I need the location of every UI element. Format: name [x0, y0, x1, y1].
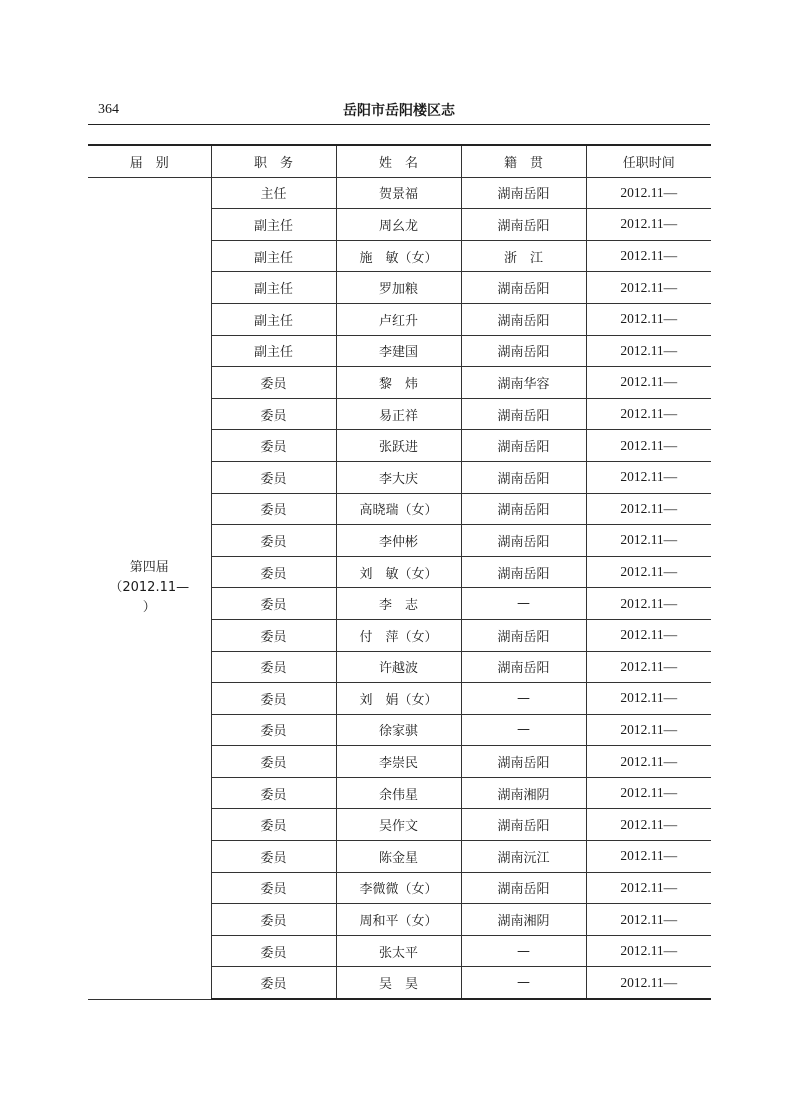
date-cell: 2012.11—: [586, 556, 711, 588]
post-cell: 委员: [211, 493, 336, 525]
name-cell: 周和平（女）: [336, 904, 461, 936]
post-cell: 委员: [211, 588, 336, 620]
origin-cell: —: [461, 683, 586, 715]
post-cell: 委员: [211, 746, 336, 778]
column-header-date: 任职时间: [586, 145, 711, 177]
name-cell: 刘 敏（女）: [336, 556, 461, 588]
book-title: 岳阳市岳阳楼区志: [343, 103, 455, 119]
page-number: 364: [98, 102, 119, 117]
post-cell: 主任: [211, 177, 336, 209]
date-cell: 2012.11—: [586, 619, 711, 651]
post-cell: 委员: [211, 777, 336, 809]
post-cell: 副主任: [211, 303, 336, 335]
name-cell: 徐家骐: [336, 714, 461, 746]
name-cell: 高晓瑞（女）: [336, 493, 461, 525]
origin-cell: 湖南湘阴: [461, 777, 586, 809]
origin-cell: —: [461, 714, 586, 746]
post-cell: 副主任: [211, 335, 336, 367]
date-cell: 2012.11—: [586, 430, 711, 462]
post-cell: 副主任: [211, 272, 336, 304]
name-cell: 张跃进: [336, 430, 461, 462]
name-cell: 易正祥: [336, 398, 461, 430]
name-cell: 施 敏（女）: [336, 240, 461, 272]
date-cell: 2012.11—: [586, 904, 711, 936]
roster-body: [88, 177, 711, 999]
page-header: [88, 98, 710, 124]
post-cell: 委员: [211, 683, 336, 715]
origin-cell: 湖南岳阳: [461, 398, 586, 430]
origin-cell: 湖南岳阳: [461, 525, 586, 557]
name-cell: 李崇民: [336, 746, 461, 778]
date-cell: 2012.11—: [586, 809, 711, 841]
name-cell: 卢红升: [336, 303, 461, 335]
date-cell: 2012.11—: [586, 746, 711, 778]
origin-cell: 湖南岳阳: [461, 872, 586, 904]
term-period-open: （2012.11—: [109, 580, 190, 596]
term-cell: [88, 177, 211, 999]
name-cell: 张太平: [336, 935, 461, 967]
name-cell: 周幺龙: [336, 209, 461, 241]
date-cell: 2012.11—: [586, 714, 711, 746]
name-cell: 李大庆: [336, 461, 461, 493]
origin-cell: 湖南岳阳: [461, 430, 586, 462]
date-cell: 2012.11—: [586, 651, 711, 683]
name-cell: 贺景福: [336, 177, 461, 209]
origin-cell: —: [461, 588, 586, 620]
origin-cell: 湖南岳阳: [461, 209, 586, 241]
post-cell: 副主任: [211, 240, 336, 272]
origin-cell: —: [461, 967, 586, 999]
origin-cell: 湖南岳阳: [461, 335, 586, 367]
post-cell: 委员: [211, 841, 336, 873]
date-cell: 2012.11—: [586, 209, 711, 241]
name-cell: 付 萍（女）: [336, 619, 461, 651]
origin-cell: —: [461, 935, 586, 967]
date-cell: 2012.11—: [586, 240, 711, 272]
post-cell: 委员: [211, 872, 336, 904]
name-cell: 李微微（女）: [336, 872, 461, 904]
post-cell: 委员: [211, 809, 336, 841]
post-cell: 副主任: [211, 209, 336, 241]
date-cell: 2012.11—: [586, 967, 711, 999]
name-cell: 吴作文: [336, 809, 461, 841]
date-cell: 2012.11—: [586, 398, 711, 430]
post-cell: 委员: [211, 367, 336, 399]
roster-table: [88, 144, 711, 1000]
name-cell: 李仲彬: [336, 525, 461, 557]
name-cell: 黎 炜: [336, 367, 461, 399]
name-cell: 陈金星: [336, 841, 461, 873]
date-cell: 2012.11—: [586, 935, 711, 967]
origin-cell: 湖南岳阳: [461, 461, 586, 493]
origin-cell: 湖南岳阳: [461, 493, 586, 525]
name-cell: 李 志: [336, 588, 461, 620]
column-header-term: 届 别: [88, 145, 211, 177]
column-header-post: 职 务: [211, 145, 336, 177]
date-cell: 2012.11—: [586, 272, 711, 304]
origin-cell: 湖南华容: [461, 367, 586, 399]
date-cell: 2012.11—: [586, 872, 711, 904]
header-rule: [88, 124, 710, 125]
date-cell: 2012.11—: [586, 841, 711, 873]
post-cell: 委员: [211, 556, 336, 588]
post-cell: 委员: [211, 651, 336, 683]
date-cell: 2012.11—: [586, 777, 711, 809]
post-cell: 委员: [211, 525, 336, 557]
date-cell: 2012.11—: [586, 493, 711, 525]
date-cell: 2012.11—: [586, 683, 711, 715]
name-cell: 罗加粮: [336, 272, 461, 304]
name-cell: 刘 娟（女）: [336, 683, 461, 715]
post-cell: 委员: [211, 461, 336, 493]
date-cell: 2012.11—: [586, 367, 711, 399]
term-name: 第四届: [129, 560, 169, 576]
column-header-name: 姓 名: [336, 145, 461, 177]
post-cell: 委员: [211, 967, 336, 999]
date-cell: 2012.11—: [586, 525, 711, 557]
origin-cell: 湖南岳阳: [461, 651, 586, 683]
date-cell: 2012.11—: [586, 335, 711, 367]
name-cell: 许越波: [336, 651, 461, 683]
date-cell: 2012.11—: [586, 177, 711, 209]
name-cell: 李建国: [336, 335, 461, 367]
table-header-row: [88, 145, 711, 177]
origin-cell: 湖南岳阳: [461, 556, 586, 588]
date-cell: 2012.11—: [586, 588, 711, 620]
post-cell: 委员: [211, 430, 336, 462]
table-row: [88, 177, 711, 209]
origin-cell: 湖南沅江: [461, 841, 586, 873]
term-period-close: ）: [142, 600, 156, 616]
date-cell: 2012.11—: [586, 303, 711, 335]
origin-cell: 湖南岳阳: [461, 272, 586, 304]
origin-cell: 湖南岳阳: [461, 746, 586, 778]
name-cell: 吴 昊: [336, 967, 461, 999]
post-cell: 委员: [211, 398, 336, 430]
origin-cell: 湖南岳阳: [461, 619, 586, 651]
post-cell: 委员: [211, 619, 336, 651]
origin-cell: 湖南岳阳: [461, 809, 586, 841]
column-header-origin: 籍 贯: [461, 145, 586, 177]
post-cell: 委员: [211, 904, 336, 936]
origin-cell: 湖南岳阳: [461, 303, 586, 335]
post-cell: 委员: [211, 714, 336, 746]
post-cell: 委员: [211, 935, 336, 967]
name-cell: 余伟星: [336, 777, 461, 809]
origin-cell: 浙 江: [461, 240, 586, 272]
date-cell: 2012.11—: [586, 461, 711, 493]
origin-cell: 湖南湘阴: [461, 904, 586, 936]
origin-cell: 湖南岳阳: [461, 177, 586, 209]
